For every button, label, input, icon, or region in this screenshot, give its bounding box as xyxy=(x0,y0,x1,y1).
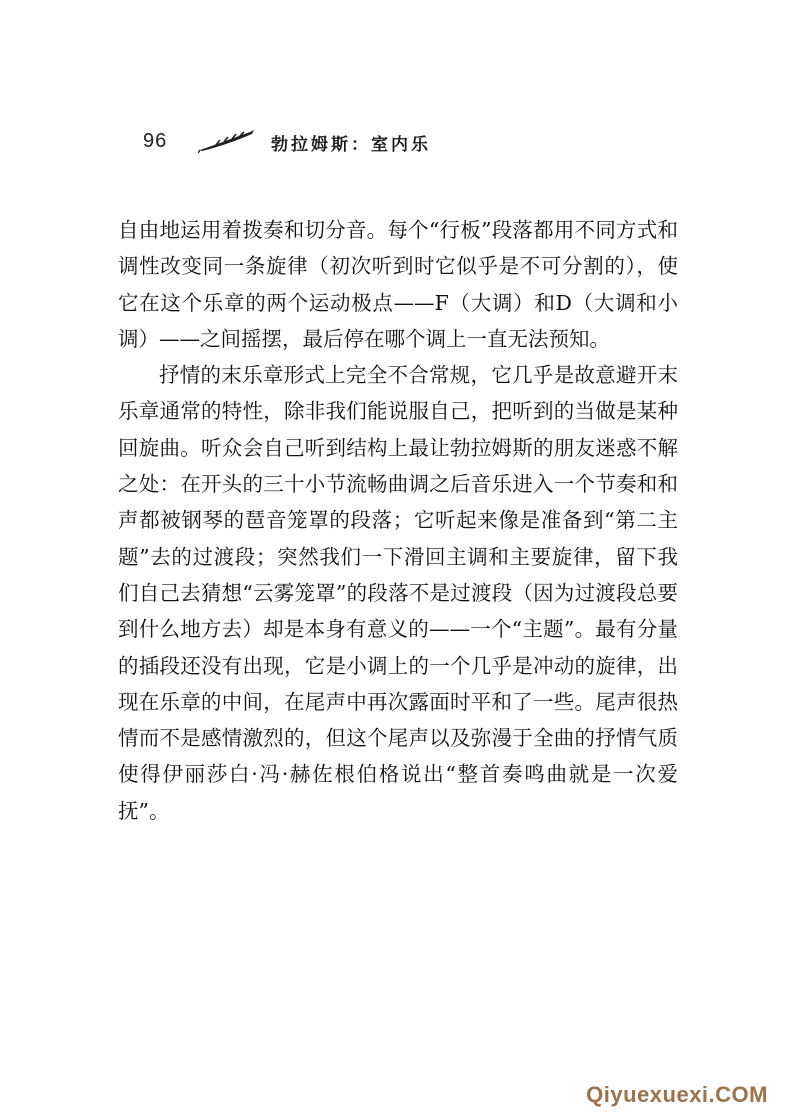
site-watermark: Qiyuexuexi.COM xyxy=(586,1082,768,1107)
page-number: 96 xyxy=(143,130,168,152)
body-text xyxy=(118,212,678,829)
paragraph-finale: 抒情的末乐章形式上完全不合常规，它几乎是故意避开末乐章通常的特性，除非我们能说服自己，把听到的当做是某种回旋曲。听众会自己听到结构上最让勃拉姆斯的朋友迷惑不解之处：在开头的三十小节流畅曲调之后音乐进入一个节奏和和声都被钢琴的琶音笼罩的段落；它听起来像是准备到“第二主题”去的过渡段；突然我们一下滑回主调和主要旋律，留下我们自己去猜想“云雾笼罩”的段落不是过渡段（因为过渡段总要到什么地方去）却是本身有意义的——一个“主题”。最有分量的插段还没有出现，它是小调上的一个几乎是冲动的旋律，出现在乐章的中间，在尾声中再次露面时平和了一些。尾声很热情而不是感情激烈的，但这个尾声以及弥漫于全曲的抒情气质使得伊丽莎白·冯·赫佐根伯格说出“整首奏鸣曲就是一次爱抚”。 xyxy=(118,363,678,823)
running-header xyxy=(143,128,503,158)
paragraph-continued: 自由地运用着拨奏和切分音。每个“行板”段落都用不同方式和调性改变同一条旋律（初次听到时它似乎是不可分割的），使它在这个乐章的两个运动极点——F（大调）和D（大调和小调）——之间摇摆，最后停在哪个调上一直无法预知。 xyxy=(118,218,678,351)
quill-pen-icon xyxy=(198,128,258,154)
running-title: 勃拉姆斯：室内乐 xyxy=(271,135,431,155)
